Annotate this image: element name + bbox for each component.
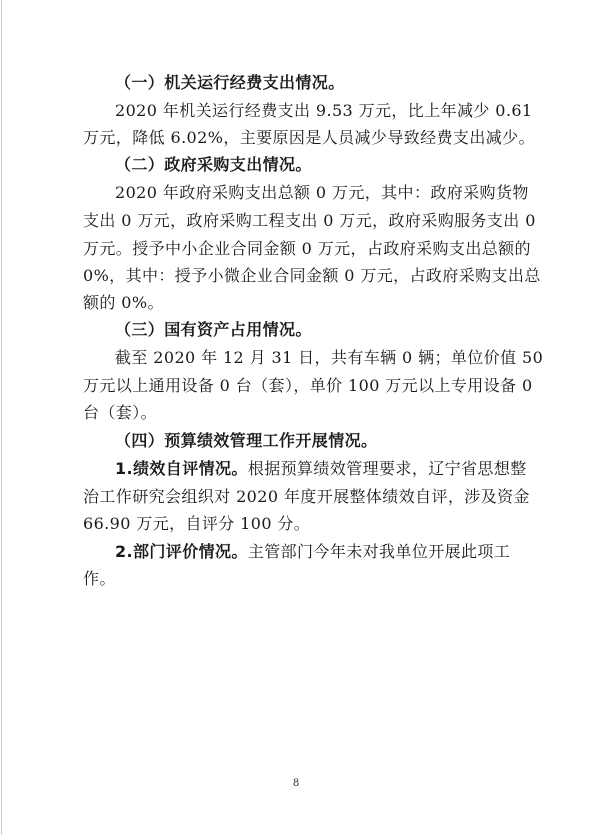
section-2-line-3: 万元。授予中小企业合同金额 0 万元，占政府采购支出总额的: [83, 239, 531, 258]
section-3-line-2: 万元以上通用设备 0 台（套），单价 100 万元以上专用设备 0: [83, 376, 533, 395]
item-2-text: 主管部门今年未对我单位开展此项工: [247, 542, 511, 561]
section-1-line-1: 2020 年机关运行经费支出 9.53 万元，比上年减少 0.61: [115, 101, 533, 120]
item-2-line-2: 作。: [83, 569, 116, 588]
section-3-line-3: 台（套）。: [83, 403, 158, 422]
item-1-text: 根据预算绩效管理要求，辽宁省思想整: [247, 459, 527, 478]
section-2-line-1: 2020 年政府采购支出总额 0 万元，其中：政府采购货物: [115, 183, 529, 202]
section-3-line-1: 截至 2020 年 12 月 31 日，共有车辆 0 辆；单位价值 50: [115, 348, 544, 367]
page-number: 8: [292, 778, 300, 789]
section-heading-3: （三）国有资产占用情况。: [115, 320, 312, 339]
item-1-line-3: 66.90 万元，自评分 100 分。: [83, 514, 311, 533]
section-2-line-2: 支出 0 万元，政府采购工程支出 0 万元，政府采购服务支出 0: [83, 211, 536, 230]
item-1-first-line: [115, 459, 527, 479]
section-heading-2: （二）政府采购支出情况。: [115, 155, 312, 174]
section-2-line-5: 额的 0%。: [83, 293, 164, 312]
section-heading-4: （四）预算绩效管理工作开展情况。: [115, 431, 378, 450]
item-2-first-line: [115, 542, 510, 562]
item-1-label: 1.绩效自评情况。: [115, 459, 248, 478]
section-2-line-4: 0%，其中：授予小微企业合同金额 0 万元，占政府采购支出总: [83, 266, 541, 285]
item-1-line-2: 治工作研究会组织对 2020 年度开展整体绩效自评，涉及资金: [83, 487, 530, 506]
section-heading-1: （一）机关运行经费支出情况。: [115, 73, 345, 92]
item-2-label: 2.部门评价情况。: [115, 542, 248, 561]
section-1-line-2: 万元，降低 6.02%，主要原因是人员减少导致经费支出减少。: [83, 128, 535, 147]
